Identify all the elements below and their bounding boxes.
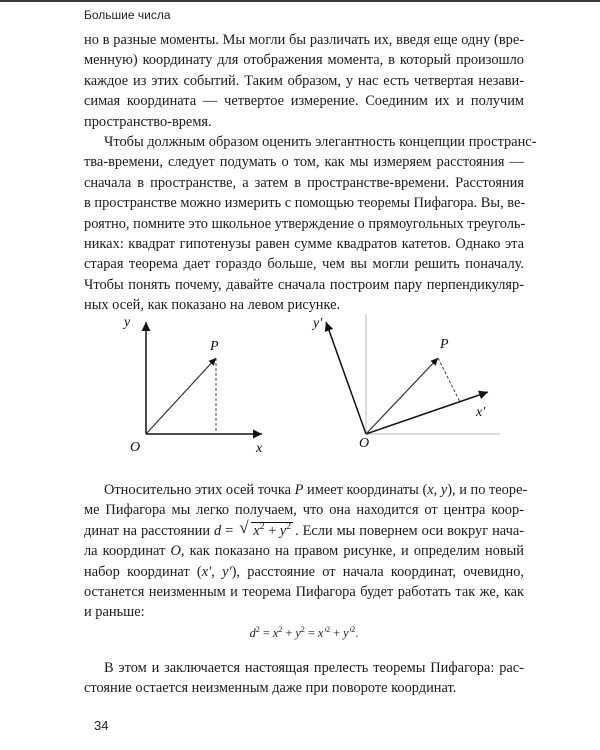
text-fragment: , [433, 482, 441, 498]
text-line: менную) координату для отображения момента, в который произошло [84, 52, 524, 69]
formula-equals: = [259, 626, 273, 640]
text-line: каждое из этих событий. Таким образом, у нас есть четвертая незави- [84, 72, 524, 89]
variable-y: y [440, 482, 448, 498]
formula-y-prime: y′ [343, 626, 352, 640]
formula-x: x [272, 626, 279, 640]
text-line: Чтобы должным образом оценить элегантность концепции пространс- [104, 134, 537, 150]
formula-plus: + [330, 626, 344, 640]
header-rule [0, 0, 600, 2]
page-number: 34 [94, 718, 109, 733]
square-root-expression [239, 517, 293, 541]
paragraph-4 [84, 658, 524, 699]
formula-equals: = [304, 626, 318, 640]
formula-exponent: 2 [300, 624, 305, 634]
text-line: в пространстве можно измерить с помощью теоремы Пифагора. Вы, ве- [84, 195, 526, 212]
text-line: стояние остается неизменным даже при повороте координат. [84, 680, 457, 697]
text-fragment: Относительно этих осей точка [104, 482, 295, 498]
exponent: 2 [286, 521, 292, 533]
variable-p: P [294, 482, 304, 498]
paragraph-1 [84, 30, 524, 132]
right-y-label: y′ [313, 316, 323, 331]
text-line [84, 562, 524, 582]
text-line: и раньше: [84, 604, 145, 621]
text-line: старая теорема дает гораздо больше, чем вы могли решить поначалу. [84, 256, 524, 273]
text-line: роятно, помните это школьное утверждение о прямоугольных треуголь- [84, 215, 526, 232]
formula-d: d [249, 626, 256, 640]
text-line: Чтобы понять почему, давайте сначала построим пару перпендикуляр- [84, 276, 524, 293]
radical-sign-icon: √ [239, 517, 249, 537]
right-figure [311, 314, 500, 451]
left-point-label: P [210, 339, 219, 354]
formula-exponent: 2 [351, 624, 356, 634]
pythagorean-formula [84, 626, 524, 641]
text-line: ме Пифагора мы легко получаем, что она находится от центра коор- [84, 502, 524, 519]
left-x-label: x [256, 441, 263, 456]
formula-exponent: 2 [325, 624, 331, 634]
text-line: останется неизменным и теорема Пифагора будет работать так же, как [84, 584, 524, 601]
coordinate-figures [0, 302, 600, 467]
left-origin-label: O [130, 440, 141, 455]
right-x-prime-axis [366, 392, 488, 434]
text-fragment: набор координат ( [84, 563, 202, 580]
right-y-prime-axis [326, 322, 366, 434]
text-fragment: имеет координаты ( [303, 482, 428, 498]
formula-y: y [295, 626, 301, 640]
formula-exponent: 2 [278, 624, 283, 634]
text-fragment: ), расстояние от начала координат, очевидно, [231, 563, 524, 580]
text-fragment: = [221, 522, 238, 539]
text-line: но в разные моменты. Мы могли бы различать их, введя еще одну (вре- [84, 32, 524, 48]
variable-o: O [170, 543, 181, 560]
formula-plus: + [282, 626, 296, 640]
variable-x: x [427, 482, 434, 498]
text-fragment: , как показано на правом рисунке, и определим новый [180, 543, 525, 560]
paragraph-3 [84, 480, 528, 623]
exponent: 2 [259, 521, 265, 533]
text-line: симая координата — четвертое измерение. Соединим их и получим [84, 93, 524, 110]
text-fragment: + [264, 522, 280, 539]
text-line: тва-времени, следует подумать о том, как мы измеряем расстояния — [84, 154, 524, 171]
left-vector [146, 358, 216, 434]
right-origin-label: O [359, 436, 370, 451]
text-line: пространство-время. [84, 113, 212, 130]
text-line: никах: квадрат гипотенузы равен сумме квадратов катетов. Однако эта [84, 236, 524, 253]
text-line [84, 517, 525, 541]
right-projection-line [438, 358, 460, 402]
radicand [251, 522, 293, 539]
right-vector [366, 358, 438, 434]
text-fragment: ла координат [84, 543, 171, 560]
running-head: Большие числа [84, 8, 171, 22]
text-fragment: , [211, 563, 223, 580]
left-y-label: y [124, 315, 131, 330]
text-fragment: динат на расстоянии [84, 522, 214, 539]
variable-x: x [253, 522, 260, 539]
variable-x-prime: x′ [201, 563, 212, 580]
text-fragment: ), и по теоре- [447, 482, 528, 498]
text-line [84, 480, 528, 500]
text-line: ных осей, как показано на левом рисунке. [84, 297, 341, 314]
text-line: В этом и заключается настоящая прелесть теоремы Пифагора: рас- [104, 660, 524, 676]
text-line: сначала в пространстве, а затем в пространстве-времени. Расстояния [84, 174, 524, 191]
formula-x-prime: x′ [317, 626, 326, 640]
left-figure [122, 315, 263, 456]
variable-d: d [214, 522, 222, 539]
text-line [84, 541, 524, 561]
formula-exponent: 2 [255, 624, 260, 634]
right-x-label: x′ [476, 405, 486, 420]
variable-y-prime: y′ [222, 563, 232, 580]
formula-period: . [355, 626, 359, 640]
right-point-label: P [440, 337, 449, 352]
variable-y: y [279, 522, 287, 539]
text-fragment: . Если мы повернем оси вокруг нача- [295, 522, 525, 539]
paragraph-2 [84, 132, 537, 316]
